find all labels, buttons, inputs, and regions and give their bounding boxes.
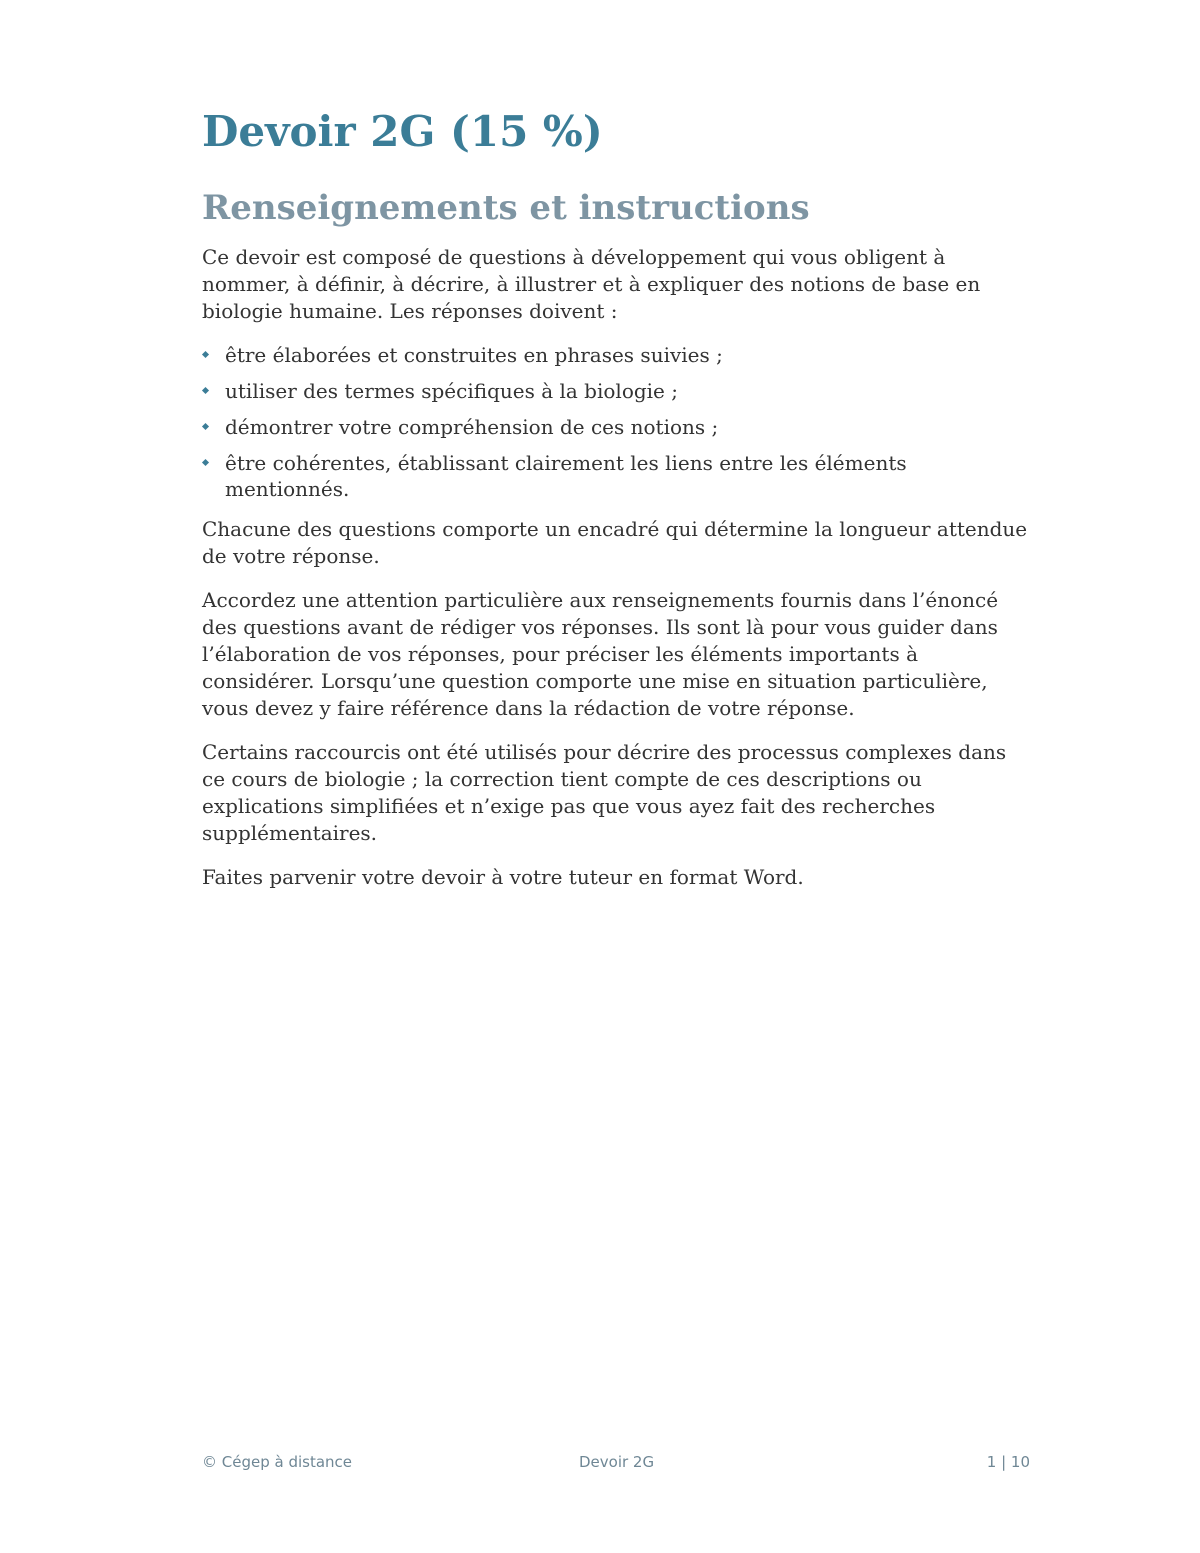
diamond-bullet-icon (202, 351, 209, 358)
list-item-text: être cohérentes, établissant clairement les liens entre les éléments mentionnés. (225, 451, 907, 501)
paragraph-submission: Faites parvenir votre devoir à votre tuteur en format Word. (202, 865, 804, 889)
paragraph-shortcuts: Certains raccourcis ont été utilisés pour décrire des processus complexes dans ce cours de biologie ; la correction tient compte de ces descriptions ou explications simplifiées et n’exige pas que vous ayez fait des recherches supplémentaires. (202, 740, 1007, 845)
footer-document-name: Devoir 2G (579, 1453, 655, 1471)
page-content (202, 104, 1030, 891)
list-item-text: être élaborées et construites en phrases suivies ; (225, 343, 723, 367)
section-title: Renseignements et instructions (202, 188, 810, 228)
list-item (202, 342, 1030, 368)
footer-copyright: © Cégep à distance (202, 1453, 353, 1471)
list-item (202, 450, 1030, 502)
page-footer (202, 1451, 1030, 1473)
page-title: Devoir 2G (15 %) (202, 107, 603, 156)
diamond-bullet-icon (202, 387, 209, 394)
list-item-text: démontrer votre compréhension de ces notions ; (225, 415, 719, 439)
paragraph-answer-length: Chacune des questions comporte un encadré qui détermine la longueur attendue de votre réponse. (202, 517, 1028, 568)
diamond-bullet-icon (202, 459, 209, 466)
list-item-text: utiliser des termes spécifiques à la biologie ; (225, 379, 678, 403)
list-item (202, 414, 1030, 440)
list-item (202, 378, 1030, 404)
footer-page-number: 1 | 10 (986, 1453, 1030, 1471)
requirements-list (202, 342, 1030, 502)
diamond-bullet-icon (202, 423, 209, 430)
intro-paragraph: Ce devoir est composé de questions à développement qui vous obligent à nommer, à définir, à décrire, à illustrer et à expliquer des notions de base en biologie humaine. Les réponses doivent : (202, 245, 981, 323)
paragraph-attention: Accordez une attention particulière aux renseignements fournis dans l’énoncé des questions avant de rédiger vos réponses. Ils sont là pour vous guider dans l’élaboration de vos réponses, pour préciser les éléments importants à considérer. Lorsqu’une question comporte une mise en situation particulière, vous devez y faire référence dans la rédaction de votre réponse. (202, 588, 999, 720)
